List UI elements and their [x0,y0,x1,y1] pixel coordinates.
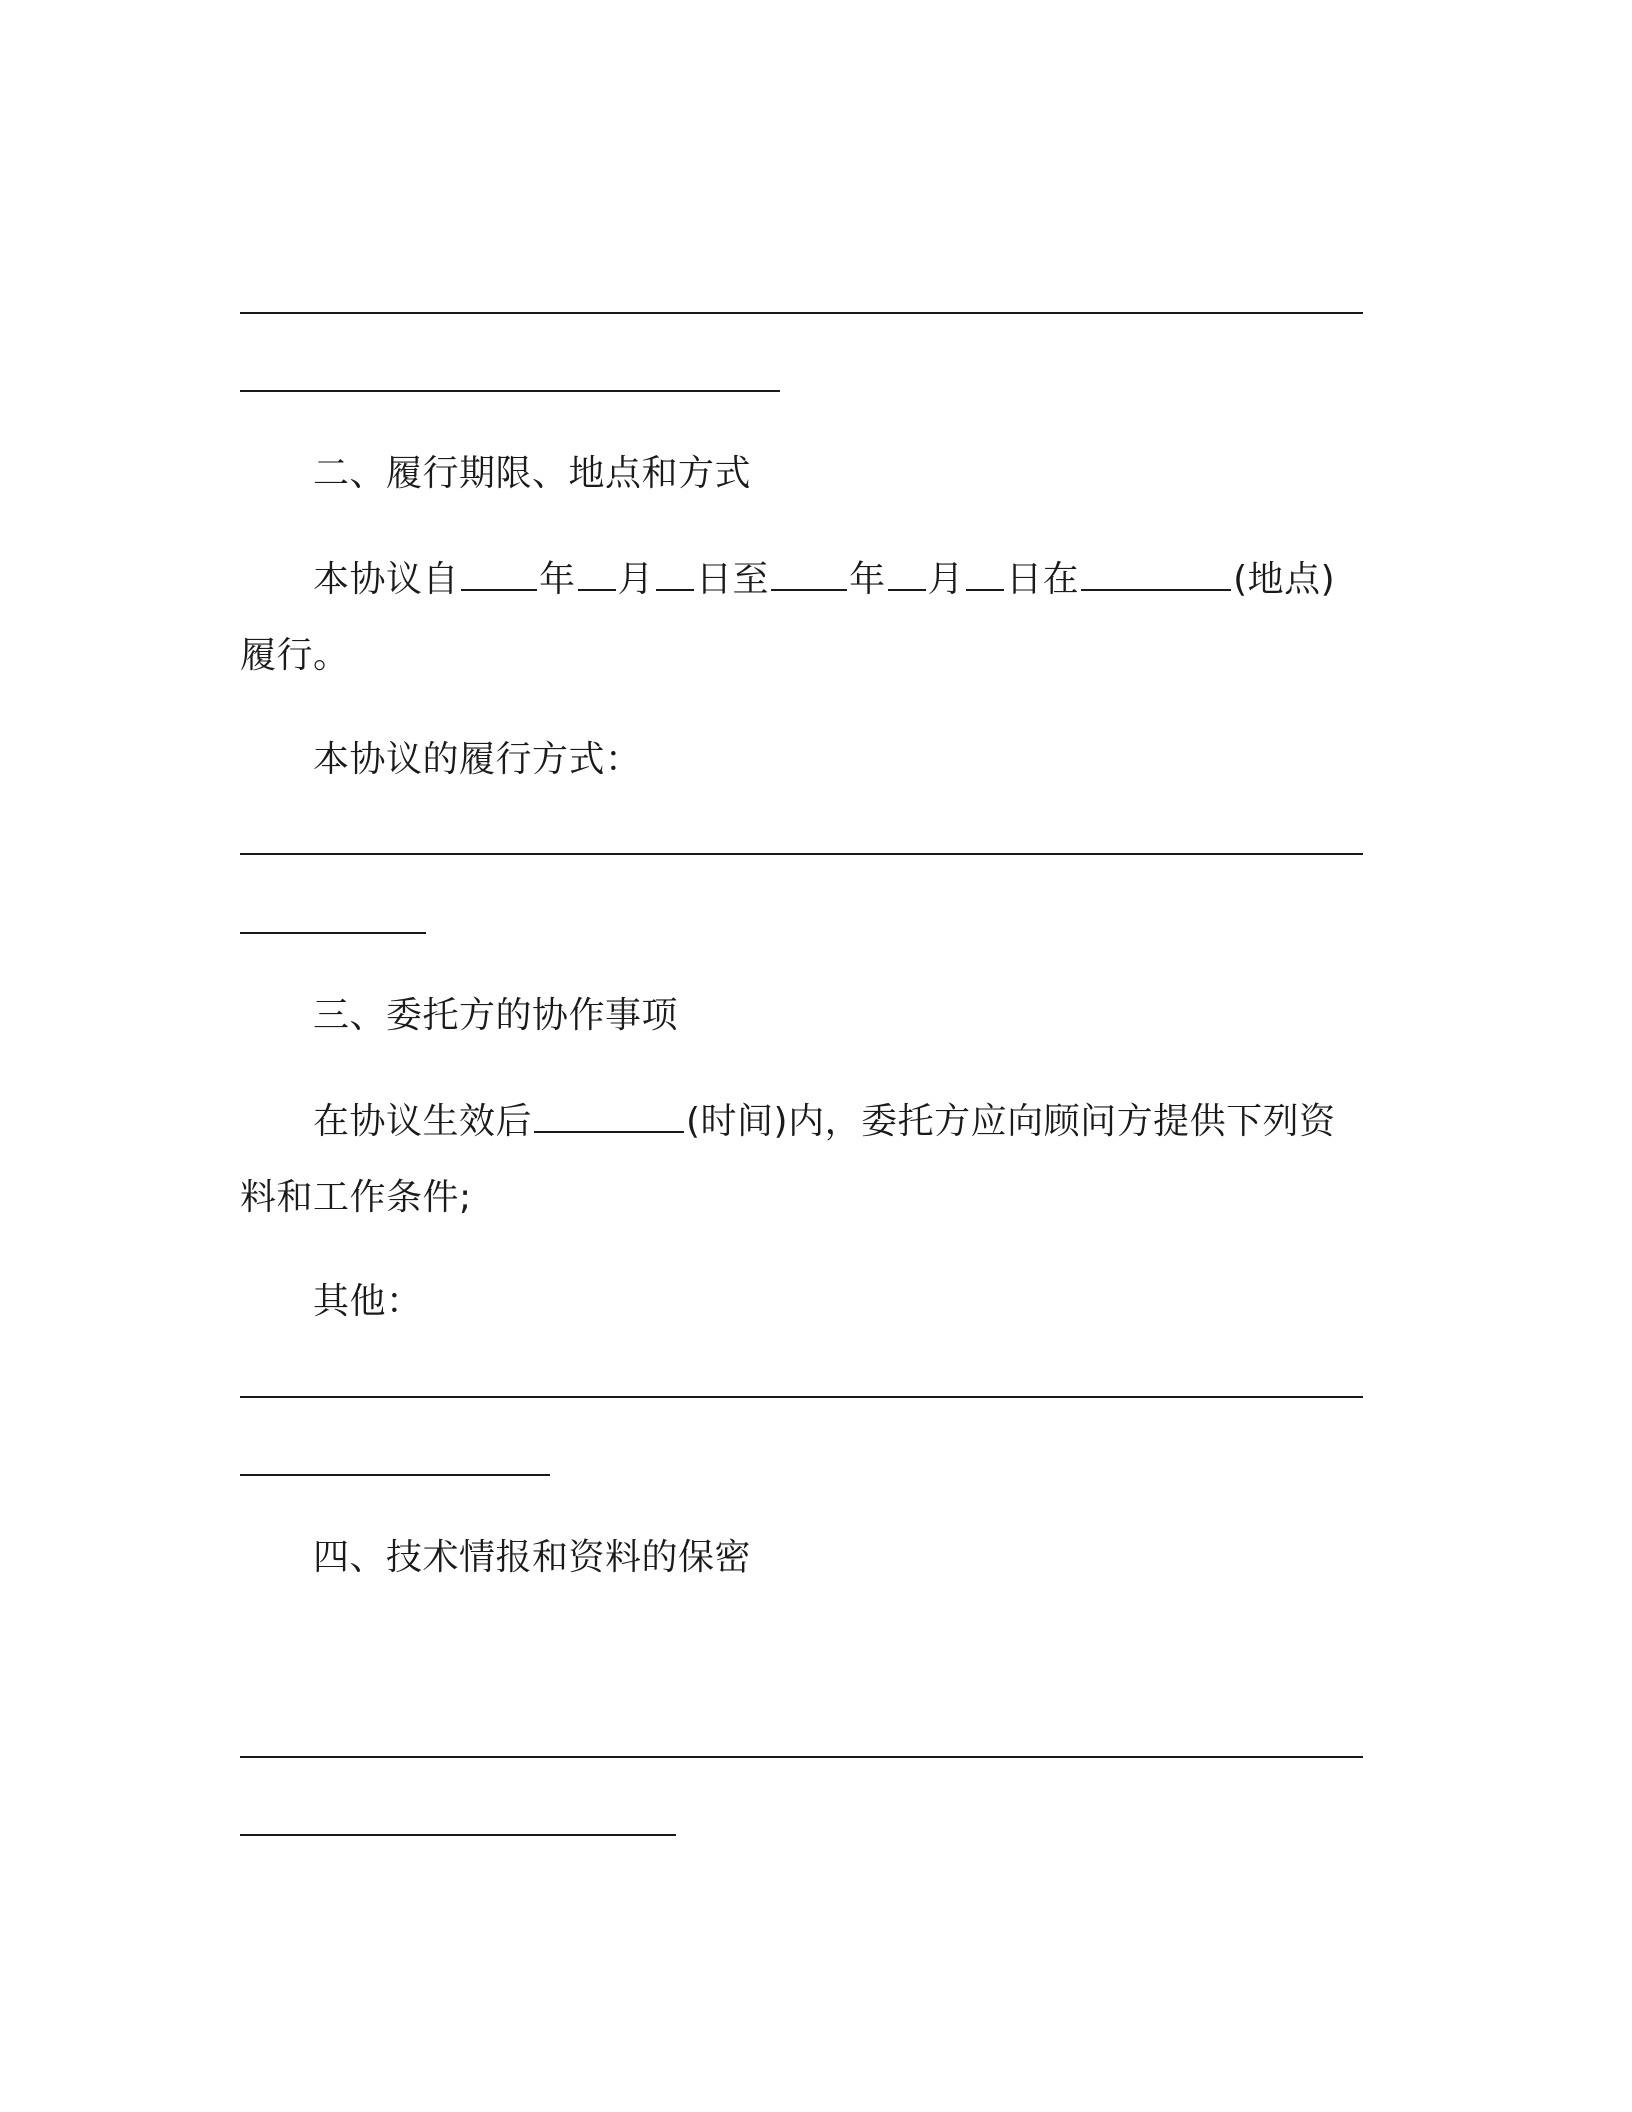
performance-end: 履行。 [240,635,350,676]
cooperation-paragraph-line-2: 料和工作条件; [240,1177,472,1218]
fill-in-line [240,932,426,934]
month-blank [578,559,616,591]
day-label: 日至 [696,559,770,600]
cooperation-paragraph-line-1 [313,1100,1336,1144]
fill-in-line [240,312,1363,314]
year-label: 年 [849,559,886,600]
month-label: 月 [927,559,965,600]
section-heading: 三、委托方的协作事项 [313,995,679,1036]
period-intro: 本协议自 [313,559,460,600]
place-label: (地点) [1233,559,1336,600]
fill-in-line [240,1756,1363,1758]
fill-in-line [240,1834,676,1836]
year-blank [461,559,537,591]
fill-in-line [240,853,1363,855]
year-label: 年 [539,559,576,600]
method-label: 本协议的履行方式： [313,739,642,780]
month-blank [888,559,926,591]
month-label: 月 [617,559,655,600]
section-heading: 四、技术情报和资料的保密 [313,1537,752,1578]
text-before-blank: 在协议生效后 [313,1101,533,1142]
fill-in-line [240,1396,1363,1398]
time-blank [534,1101,684,1133]
day-blank [966,559,1004,591]
other-label: 其他： [313,1281,423,1322]
fill-in-line [240,1474,550,1476]
fill-in-line [240,390,780,392]
place-blank [1081,559,1231,591]
day-label: 日在 [1006,559,1080,600]
year-blank [771,559,847,591]
text-after-blank: (时间)内，委托方应向顾问方提供下列资 [686,1101,1336,1142]
section-heading: 二、履行期限、地点和方式 [313,453,752,494]
day-blank [656,559,694,591]
performance-period-line [313,558,1335,602]
